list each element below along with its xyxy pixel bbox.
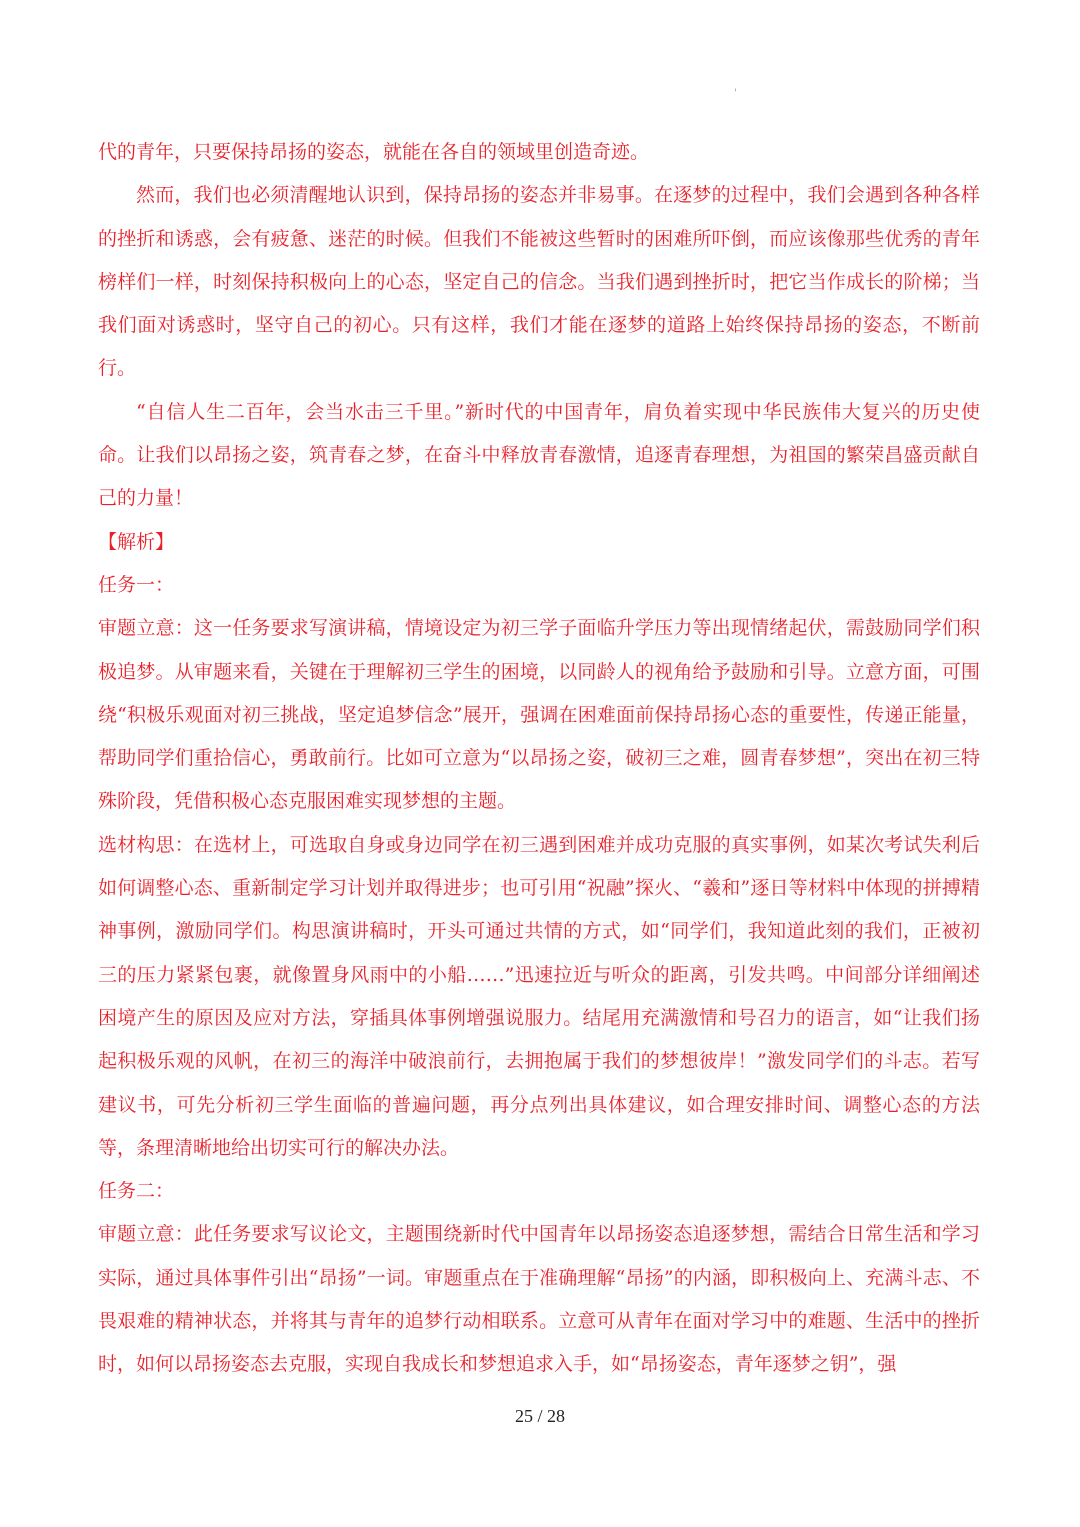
task-two-theme: 审题立意：此任务要求写议论文，主题围绕新时代中国青年以昂扬姿态追逐梦想，需结合日常生活和学习实际，通过具体事件引出“昂扬”一词。审题重点在于准确理解“昂扬”的内涵，即积极向上、充满斗志、不畏艰难的精神状态，并将其与青年的追梦行动相联系。立意可从青年在面对学习中的难题、生活中的挫折时，如何以昂扬姿态去克服，实现自我成长和梦想追求入手，如“昂扬姿态，青年逐梦之钥”，强 <box>98 1223 980 1376</box>
page-number: 25 / 28 <box>514 1406 565 1426</box>
header-mark: ' <box>734 88 737 99</box>
task-one-theme: 审题立意：这一任务要求写演讲稿，情境设定为初三学子面临升学压力等出现情绪起伏，需鼓励同学们积极追梦。从审题来看，关键在于理解初三学生的困境，以同龄人的视角给予鼓励和引导。立意方面，可围绕“积极乐观面对初三挑战，坚定追梦信念”展开，强调在困难面前保持昂扬心态的重要性，传递正能量，帮助同学们重拾信心，勇敢前行。比如可立意为“以昂扬之姿，破初三之难，圆青春梦想”，突出在初三特殊阶段，凭借积极心态克服困难实现梦想的主题。 <box>98 617 980 813</box>
task-one-heading: 任务一： <box>98 573 175 596</box>
task-one-material: 选材构思：在选材上，可选取自身或身边同学在初三遇到困难并成功克服的真实事例，如某次考试失利后如何调整心态、重新制定学习计划并取得进步；也可引用“祝融”探火、“羲和”逐日等材料中体现的拼搏精神事例，激励同学们。构思演讲稿时，开头可通过共情的方式，如“同学们，我知道此刻的我们，正被初三的压力紧紧包裹，就像置身风雨中的小船……”迅速拉近与听众的距离，引发共鸣。中间部分详细阐述困境产生的原因及应对方法，穿插具体事例增强说服力。结尾用充满激情和号召力的语言，如“让我们扬起积极乐观的风帆，在初三的海洋中破浪前行，去拥抱属于我们的梦想彼岸！”激发同学们的斗志。若写建议书，可先分析初三学生面临的普遍问题，再分点列出具体建议，如合理安排时间、调整心态的方法等，条理清晰地给出切实可行的解决办法。 <box>98 833 980 1159</box>
analysis-heading: 【解析】 <box>98 530 175 553</box>
task-two-heading: 任务二： <box>98 1180 175 1203</box>
document-body <box>98 131 980 1387</box>
paragraph-challenge: 然而，我们也必须清醒地认识到，保持昂扬的姿态并非易事。在逐梦的过程中，我们会遇到各种各样的挫折和诱惑，会有疲惫、迷茫的时候。但我们不能被这些暂时的困难所吓倒，而应该像那些优秀的青年榜样们一样，时刻保持积极向上的心态，坚定自己的信念。当我们遇到挫折时，把它当作成长的阶梯；当我们面对诱惑时，坚守自己的初心。只有这样，我们才能在逐梦的道路上始终保持昂扬的姿态，不断前行。 <box>98 184 980 380</box>
paragraph-continuation: 代的青年，只要保持昂扬的姿态，就能在各自的领域里创造奇迹。 <box>98 141 650 163</box>
paragraph-conclusion: “自信人生二百年，会当水击三千里。”新时代的中国青年，肩负着实现中华民族伟大复兴的历史使命。让我们以昂扬之姿，筑青春之梦，在奋斗中释放青春激情，追逐青春理想，为祖国的繁荣昌盛贡献自己的力量！ <box>98 400 980 510</box>
